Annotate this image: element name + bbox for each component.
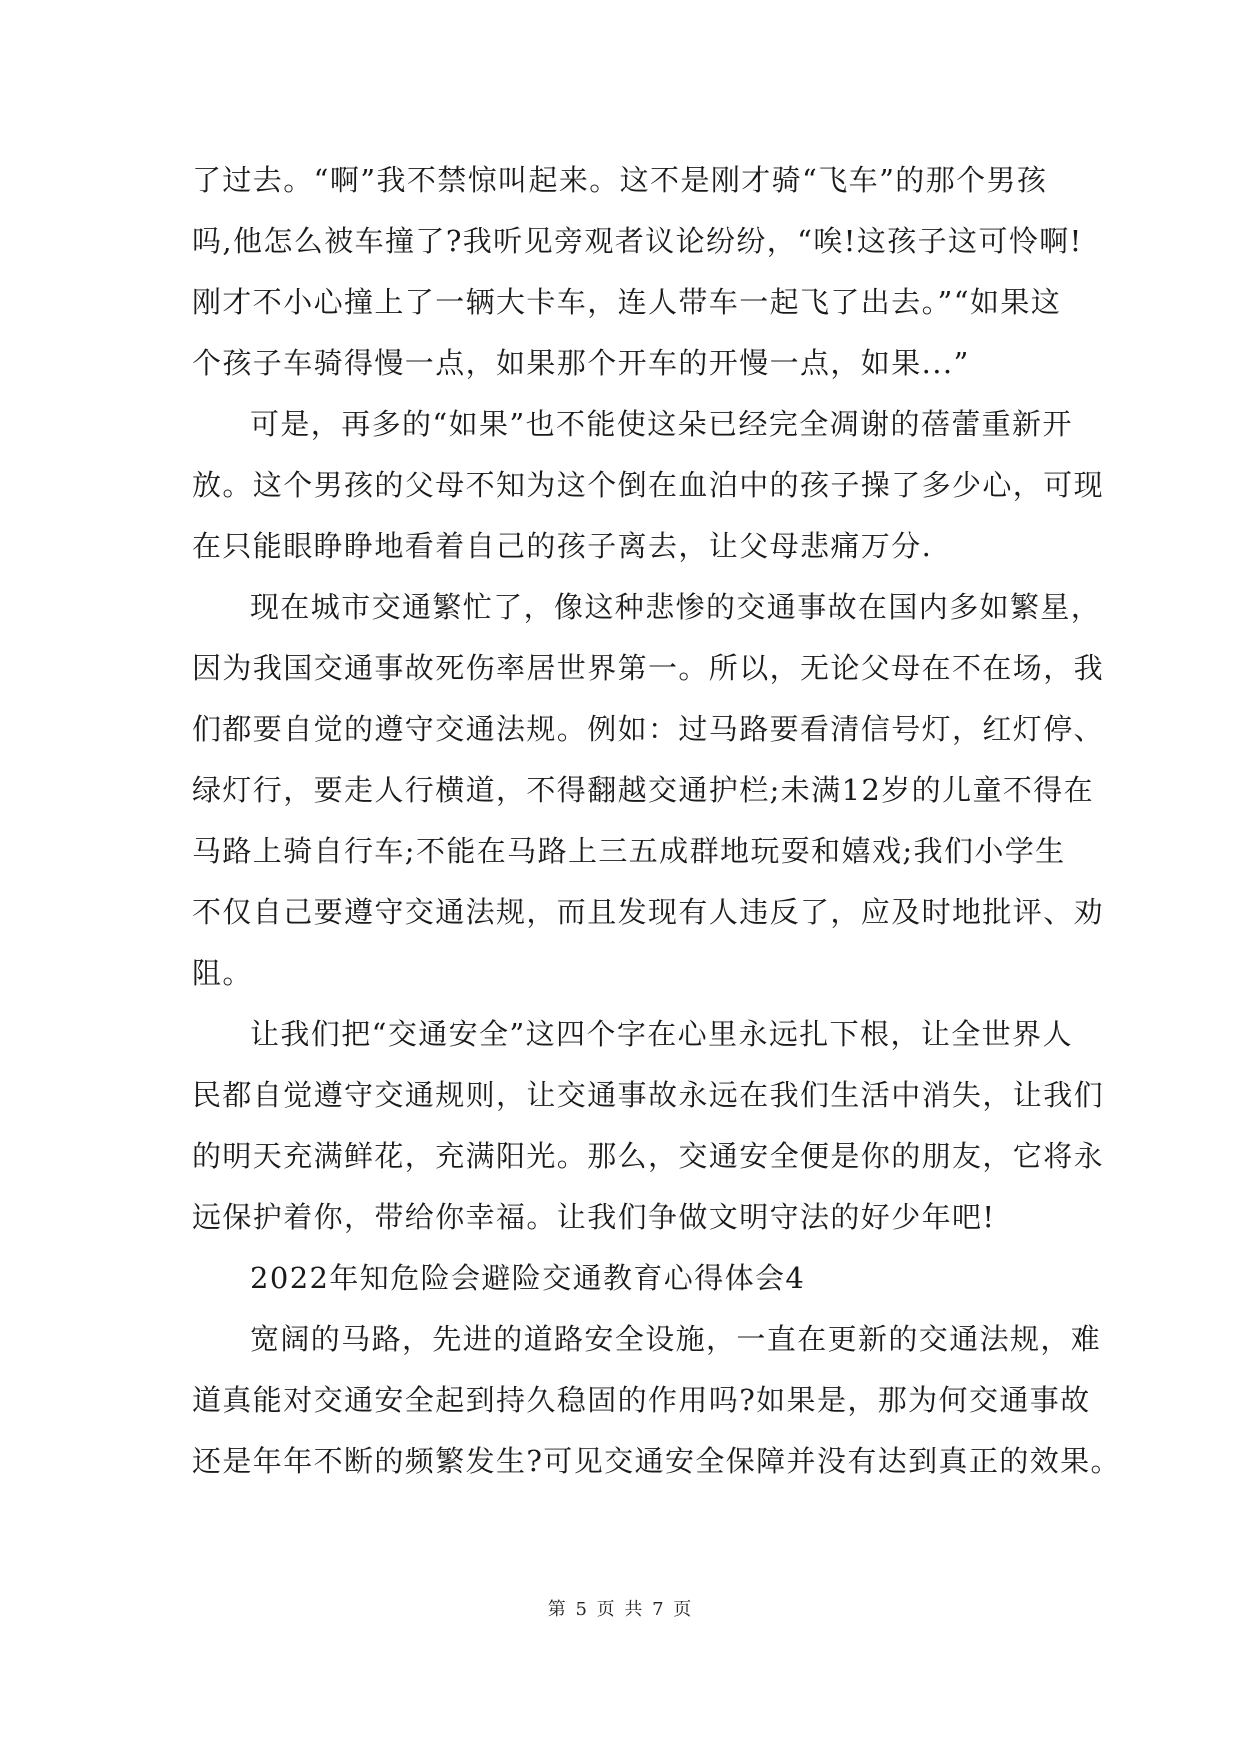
text-line: 绿灯行，要走人行横道，不得翻越交通护栏;未满12岁的儿童不得在: [192, 773, 1095, 807]
document-body: [192, 150, 1121, 1492]
text-line: 民都自觉遵守交通规则，让交通事故永远在我们生活中消失，让我们: [192, 1078, 1105, 1112]
text-line: 阻。: [192, 956, 253, 990]
text-line: 马路上骑自行车;不能在马路上三五成群地玩耍和嬉戏;我们小学生: [192, 834, 1066, 868]
text-line: 吗,他怎么被车撞了?我听见旁观者议论纷纷，“唉!这孩子这可怜啊!: [192, 224, 1083, 258]
text-line: 了过去。“啊”我不禁惊叫起来。这不是刚才骑“飞车”的那个男孩: [192, 163, 1048, 197]
text-line: 因为我国交通事故死伤率居世界第一。所以，无论父母在不在场，我: [192, 651, 1105, 685]
text-line: 刚才不小心撞上了一辆大卡车，连人带车一起飞了出去。”“如果这: [192, 285, 1062, 319]
text-line: 个孩子车骑得慢一点，如果那个开车的开慢一点，如果...”: [192, 346, 970, 380]
text-line: 不仅自己要遵守交通法规，而且发现有人违反了，应及时地批评、劝: [192, 895, 1105, 929]
section-heading: 2022年知危险会避险交通教育心得体会4: [250, 1261, 806, 1295]
text-line: 远保护着你，带给你幸福。让我们争做文明守法的好少年吧!: [192, 1200, 996, 1234]
text-line: 现在城市交通繁忙了，像这种悲惨的交通事故在国内多如繁星，: [250, 590, 1102, 624]
page-number: 第 5 页 共 7 页: [547, 1599, 694, 1620]
text-line: 可是，再多的“如果”也不能使这朵已经完全凋谢的蓓蕾重新开: [250, 407, 1073, 441]
text-line: 们都要自觉的遵守交通法规。例如：过马路要看清信号灯，红灯停、: [192, 712, 1105, 746]
text-line: 让我们把“交通安全”这四个字在心里永远扎下根，让全世界人: [250, 1017, 1073, 1051]
text-line: 还是年年不断的频繁发生?可见交通安全保障并没有达到真正的效果。: [192, 1444, 1121, 1478]
text-line: 道真能对交通安全起到持久稳固的作用吗?如果是，那为何交通事故: [192, 1383, 1091, 1417]
text-line: 的明天充满鲜花，充满阳光。那么，交通安全便是你的朋友，它将永: [192, 1139, 1105, 1173]
text-line: 放。这个男孩的父母不知为这个倒在血泊中的孩子操了多少心，可现: [192, 468, 1105, 502]
text-line: 在只能眼睁睁地看着自己的孩子离去，让父母悲痛万分.: [192, 529, 933, 563]
text-line: 宽阔的马路，先进的道路安全设施，一直在更新的交通法规，难: [250, 1322, 1102, 1356]
